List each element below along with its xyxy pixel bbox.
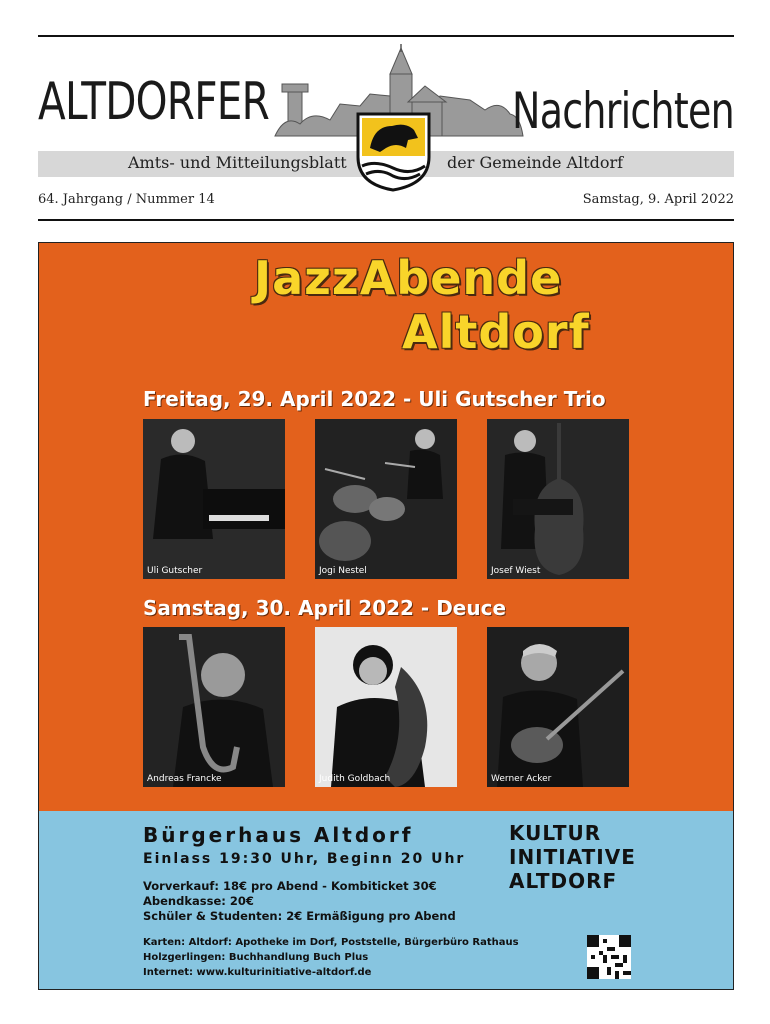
ticket-info-line: Karten: Altdorf: Apotheke im Dorf, Poststelle, Bürgerbüro Rathaus	[143, 937, 519, 948]
poster-title-line1: JazzAbende	[254, 251, 563, 305]
logo-line: ALTDORF	[509, 869, 618, 893]
musician-name: Werner Acker	[491, 774, 552, 784]
musician-photo	[487, 419, 629, 579]
price-line: Schüler & Studenten: 2€ Ermäßigung pro Abend	[143, 909, 456, 923]
musician-photo	[143, 627, 285, 787]
musician-photo	[143, 419, 285, 579]
venue: Bürgerhaus Altdorf	[143, 823, 414, 847]
header-rule	[38, 219, 734, 221]
masthead-subtitle-right: der Gemeinde Altdorf	[447, 153, 624, 172]
ticket-info-line: Holzgerlingen: Buchhandlung Buch Plus	[143, 952, 369, 963]
issue-date: Samstag, 9. April 2022	[582, 192, 734, 207]
admission-time: Einlass 19:30 Uhr, Beginn 20 Uhr	[143, 851, 466, 867]
masthead-subtitle-left: Amts- und Mitteilungsblatt	[128, 153, 347, 172]
day2-heading: Samstag, 30. April 2022 - Deuce	[143, 596, 507, 620]
jazz-poster	[38, 242, 734, 990]
musician-photo	[487, 627, 629, 787]
musician-name: Andreas Francke	[147, 774, 222, 784]
musician-name: Josef Wiest	[491, 566, 541, 576]
logo-line: INITIATIVE	[509, 845, 636, 869]
masthead-title-left: ALTDORFER	[38, 72, 270, 132]
price-line: Vorverkauf: 18€ pro Abend - Kombiticket 30€	[143, 879, 437, 893]
price-line: Abendkasse: 20€	[143, 894, 254, 908]
masthead-title-right: Nachrichten	[512, 82, 734, 140]
musician-photo	[315, 627, 457, 787]
qr-code-icon	[587, 935, 631, 979]
day1-heading: Freitag, 29. April 2022 - Uli Gutscher Trio	[143, 387, 606, 411]
municipal-crest-icon	[356, 112, 431, 192]
website-line: Internet: www.kulturinitiative-altdorf.de	[143, 967, 372, 978]
musician-name: Uli Gutscher	[147, 566, 203, 576]
musician-name: Jogi Nestel	[319, 566, 367, 576]
issue-number: 64. Jahrgang / Nummer 14	[38, 192, 215, 207]
logo-line: KULTUR	[509, 821, 602, 845]
poster-title-line2: Altdorf	[402, 305, 590, 359]
musician-photo	[315, 419, 457, 579]
kulturinitiative-logo	[509, 821, 636, 893]
top-rule	[38, 35, 734, 37]
musician-name: Judith Goldbach	[319, 774, 391, 784]
